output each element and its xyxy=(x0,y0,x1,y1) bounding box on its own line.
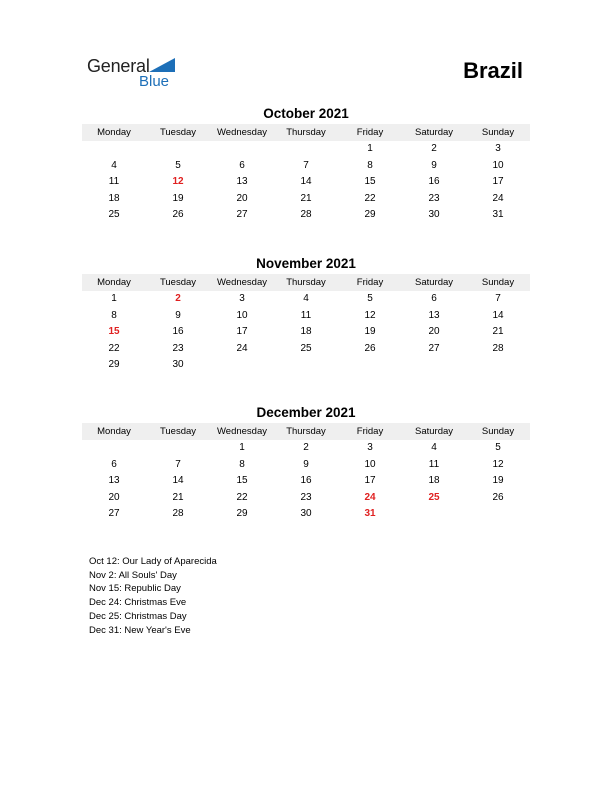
day-cell: 29 xyxy=(236,508,248,520)
day-cell: 10 xyxy=(364,458,376,470)
weekday-label: Saturday xyxy=(414,277,454,288)
weekday-label: Thursday xyxy=(286,426,326,437)
day-cell: 5 xyxy=(495,442,501,453)
day-cell: 22 xyxy=(108,342,120,354)
day-cell: 21 xyxy=(172,491,184,503)
week-row xyxy=(82,191,530,208)
day-cell: 11 xyxy=(428,458,440,470)
week-row xyxy=(82,506,530,523)
day-cell xyxy=(466,357,530,374)
day-cell xyxy=(146,141,210,158)
weekday-label: Friday xyxy=(356,277,384,288)
weekday-header-row xyxy=(82,124,530,141)
week-row xyxy=(82,440,530,457)
day-cell: 25 xyxy=(108,209,120,221)
day-cell: 26 xyxy=(172,209,184,221)
holiday-day-cell: 25 xyxy=(428,491,440,503)
week-row xyxy=(82,457,530,474)
day-cell: 12 xyxy=(492,458,504,470)
day-cell: 5 xyxy=(175,159,181,171)
day-cell: 17 xyxy=(236,326,248,338)
day-cell xyxy=(338,357,402,374)
holiday-item: Nov 2: All Souls' Day xyxy=(89,569,177,581)
day-cell: 17 xyxy=(492,176,504,188)
week-row xyxy=(82,308,530,325)
day-cell xyxy=(402,357,466,374)
day-cell: 6 xyxy=(239,159,245,171)
day-cell: 1 xyxy=(239,442,245,453)
day-cell: 13 xyxy=(236,176,248,188)
day-cell: 2 xyxy=(303,442,309,453)
weekday-label: Saturday xyxy=(414,127,454,138)
holiday-day-cell: 24 xyxy=(364,491,376,503)
week-row xyxy=(82,141,530,158)
logo-triangle-icon xyxy=(149,58,175,72)
day-cell: 1 xyxy=(367,143,373,154)
month-december xyxy=(82,405,530,523)
week-row xyxy=(82,490,530,507)
day-cell: 7 xyxy=(175,458,181,470)
day-cell xyxy=(146,440,210,457)
day-cell xyxy=(274,357,338,374)
day-cell: 23 xyxy=(300,491,312,503)
day-cell: 28 xyxy=(492,342,504,354)
weekday-label: Tuesday xyxy=(159,277,197,288)
day-cell: 15 xyxy=(236,475,248,487)
day-cell: 30 xyxy=(172,359,184,371)
country-title: Brazil xyxy=(463,58,523,83)
day-cell: 2 xyxy=(431,143,437,154)
day-cell: 13 xyxy=(108,475,120,487)
weekday-label: Tuesday xyxy=(159,426,197,437)
day-cell: 22 xyxy=(364,192,376,204)
day-cell: 27 xyxy=(236,209,248,221)
day-cell: 9 xyxy=(303,458,309,470)
day-cell: 18 xyxy=(300,326,312,338)
day-cell: 16 xyxy=(300,475,312,487)
day-cell: 15 xyxy=(364,176,376,188)
day-cell: 24 xyxy=(492,192,504,204)
day-cell: 11 xyxy=(108,176,120,188)
weekday-label: Sunday xyxy=(481,426,515,437)
day-cell: 25 xyxy=(300,342,312,354)
day-cell xyxy=(82,440,146,457)
day-cell xyxy=(210,357,274,374)
day-cell: 6 xyxy=(111,458,117,470)
week-row xyxy=(82,207,530,224)
day-cell: 18 xyxy=(108,192,120,204)
weekday-label: Thursday xyxy=(286,127,326,138)
weekday-label: Tuesday xyxy=(159,127,197,138)
month-grid xyxy=(82,274,530,374)
day-cell: 21 xyxy=(492,326,504,338)
day-cell: 6 xyxy=(431,293,437,304)
day-cell: 26 xyxy=(364,342,376,354)
month-title: October 2021 xyxy=(263,106,349,121)
weekday-label: Saturday xyxy=(414,426,454,437)
month-title: December 2021 xyxy=(256,405,356,420)
day-cell: 13 xyxy=(428,309,440,321)
day-cell: 8 xyxy=(239,458,245,470)
holiday-item: Oct 12: Our Lady of Aparecida xyxy=(89,556,217,567)
day-cell: 3 xyxy=(239,293,245,304)
day-cell: 5 xyxy=(367,293,373,304)
logo-blue-text: Blue xyxy=(139,73,170,90)
day-cell xyxy=(210,141,274,158)
day-cell: 31 xyxy=(492,209,504,221)
day-cell: 8 xyxy=(111,309,117,321)
weekday-label: Wednesday xyxy=(217,127,267,138)
day-cell: 24 xyxy=(236,342,248,354)
holiday-day-cell: 2 xyxy=(175,293,181,304)
day-cell: 22 xyxy=(236,491,248,503)
holiday-item: Dec 31: New Year's Eve xyxy=(89,624,191,636)
day-cell: 30 xyxy=(428,209,440,221)
day-cell: 20 xyxy=(236,192,248,204)
day-cell: 20 xyxy=(428,326,440,338)
holiday-item: Dec 25: Christmas Day xyxy=(89,610,187,622)
month-november xyxy=(82,256,530,374)
week-row xyxy=(82,158,530,175)
day-cell: 18 xyxy=(428,475,440,487)
week-row xyxy=(82,341,530,358)
weekday-label: Monday xyxy=(97,277,131,288)
day-cell: 10 xyxy=(492,159,504,171)
holiday-item: Nov 15: Republic Day xyxy=(89,583,181,595)
day-cell: 7 xyxy=(303,159,309,171)
holiday-item: Dec 24: Christmas Eve xyxy=(89,597,187,609)
week-row xyxy=(82,473,530,490)
day-cell: 11 xyxy=(300,309,312,321)
day-cell xyxy=(82,141,146,158)
day-cell: 19 xyxy=(364,326,376,338)
logo xyxy=(87,56,187,92)
day-cell: 19 xyxy=(492,475,504,487)
day-cell: 3 xyxy=(367,442,373,453)
day-cell: 14 xyxy=(172,475,184,487)
holiday-day-cell: 31 xyxy=(364,508,376,520)
day-cell xyxy=(274,141,338,158)
day-cell: 4 xyxy=(303,293,309,304)
day-cell: 21 xyxy=(300,192,312,204)
day-cell: 28 xyxy=(300,209,312,221)
day-cell xyxy=(466,506,530,523)
month-grid xyxy=(82,423,530,523)
weekday-label: Friday xyxy=(356,426,384,437)
day-cell: 23 xyxy=(172,342,184,354)
day-cell: 9 xyxy=(431,159,437,171)
day-cell: 10 xyxy=(236,309,248,321)
week-row xyxy=(82,324,530,341)
month-grid xyxy=(82,124,530,224)
weekday-label: Sunday xyxy=(481,277,515,288)
day-cell: 4 xyxy=(111,159,117,171)
day-cell: 8 xyxy=(367,159,373,171)
day-cell: 16 xyxy=(428,176,440,188)
holiday-day-cell: 15 xyxy=(108,326,120,338)
day-cell: 29 xyxy=(108,359,120,371)
week-row xyxy=(82,174,530,191)
day-cell: 30 xyxy=(300,508,312,520)
day-cell: 26 xyxy=(492,491,504,503)
day-cell: 29 xyxy=(364,209,376,221)
day-cell: 3 xyxy=(495,143,501,154)
month-october xyxy=(82,106,530,224)
day-cell: 9 xyxy=(175,309,181,321)
day-cell: 14 xyxy=(300,176,312,188)
day-cell: 7 xyxy=(495,293,501,304)
day-cell: 1 xyxy=(111,293,117,304)
day-cell: 19 xyxy=(172,192,184,204)
day-cell: 4 xyxy=(431,442,437,453)
weekday-label: Monday xyxy=(97,127,131,138)
weekday-label: Wednesday xyxy=(217,426,267,437)
holiday-day-cell: 12 xyxy=(172,176,184,188)
day-cell: 27 xyxy=(428,342,440,354)
weekday-label: Wednesday xyxy=(217,277,267,288)
day-cell: 16 xyxy=(172,326,184,338)
day-cell: 23 xyxy=(428,192,440,204)
weekday-label: Monday xyxy=(97,426,131,437)
week-row xyxy=(82,357,530,374)
weekday-header-row xyxy=(82,274,530,291)
day-cell: 20 xyxy=(108,491,120,503)
day-cell xyxy=(402,506,466,523)
weekday-label: Thursday xyxy=(286,277,326,288)
week-row xyxy=(82,291,530,308)
day-cell: 27 xyxy=(108,508,120,520)
day-cell: 14 xyxy=(492,309,504,321)
day-cell: 28 xyxy=(172,508,184,520)
weekday-label: Sunday xyxy=(481,127,515,138)
holiday-list xyxy=(89,555,217,637)
day-cell: 17 xyxy=(364,475,376,487)
weekday-label: Friday xyxy=(356,127,384,138)
month-title: November 2021 xyxy=(256,256,356,271)
day-cell: 12 xyxy=(364,309,376,321)
weekday-header-row xyxy=(82,423,530,440)
logo-general-text: General xyxy=(87,56,150,76)
